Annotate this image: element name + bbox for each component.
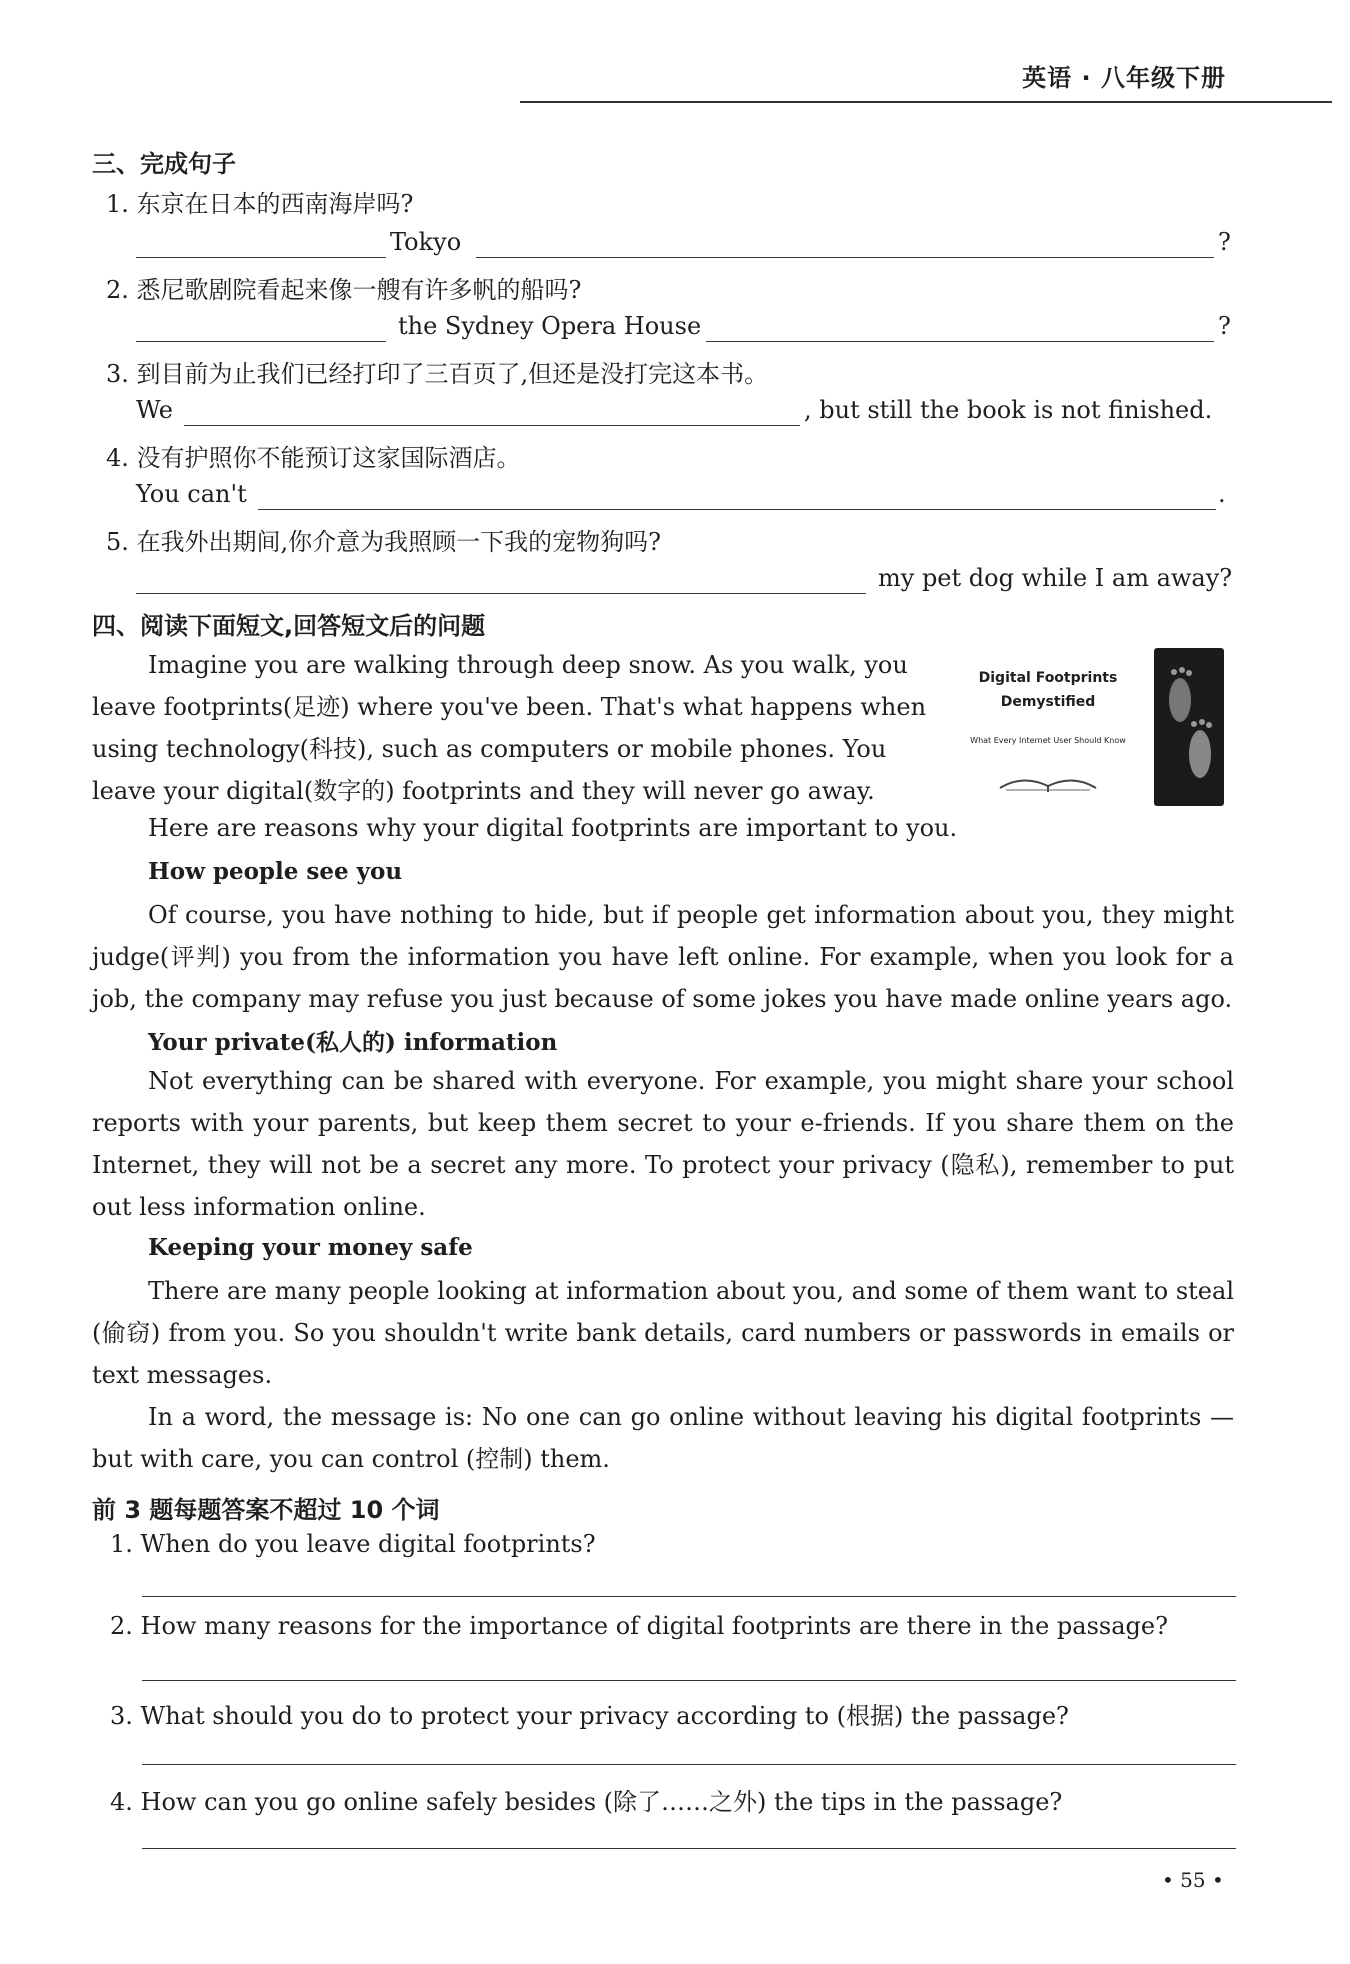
heading-how-people-see-you: How people see you: [148, 858, 403, 885]
answer-line-1[interactable]: [142, 1596, 1236, 1597]
s3-item-2-prompt: 2. 悉尼歌剧院看起来像一艘有许多帆的船吗?: [106, 276, 582, 304]
s3-item-2-blank-a[interactable]: [136, 341, 386, 342]
s3-item-3-blank[interactable]: [184, 425, 800, 426]
question-4: 4. How can you go online safely besides (除了……之外) the tips in the passage?: [110, 1788, 1063, 1816]
s3-item-4-start: You can't: [136, 480, 247, 508]
paragraph-3: [92, 1270, 1234, 1396]
question-3: 3. What should you do to protect your privacy according to (根据) the passage?: [110, 1702, 1069, 1730]
paragraph-4-text: In a word, the message is: No one can go online without leaving his digital footprints — but with care, you can control (控制) them.: [92, 1403, 1234, 1473]
s3-item-5-prompt: 5. 在我外出期间,你介意为我照顾一下我的宠物狗吗?: [106, 528, 662, 556]
answer-line-2[interactable]: [142, 1680, 1236, 1681]
question-1: 1. When do you leave digital footprints?: [110, 1530, 596, 1558]
s3-item-3-end: , but still the book is not finished.: [804, 396, 1213, 424]
s3-item-5-end: my pet dog while I am away?: [878, 564, 1233, 592]
s3-item-1-end: ?: [1218, 228, 1231, 256]
intro-line-4: leave your digital(数字的) footprints and they will never go away.: [92, 777, 875, 805]
answer-line-3[interactable]: [142, 1764, 1236, 1765]
paragraph-1: [92, 894, 1234, 1020]
s3-item-2-mid: the Sydney Opera House: [398, 312, 702, 340]
answer-line-4[interactable]: [142, 1848, 1236, 1849]
paragraph-1-text: Of course, you have nothing to hide, but if people get information about you, they might judge(评判) you from the information you have left online. For example, when you look for a job, the company may refuse you just because of some jokes you have made online years ago.: [92, 901, 1234, 1013]
book-cover-dark: [1154, 648, 1224, 806]
book-cover-image: [966, 648, 1230, 806]
s3-item-4-blank[interactable]: [258, 509, 1216, 510]
intro-line-2: leave footprints(足迹) where you've been. That's what happens when: [92, 693, 927, 721]
heading-private-information: Your private(私人的) information: [148, 1029, 558, 1056]
paragraph-2: [92, 1060, 1234, 1228]
intro-paragraph: [92, 644, 958, 812]
paragraph-2-text: Not everything can be shared with everyone. For example, you might share your school reports with your parents, but keep them secret to your e-friends. If you share them on the Internet, they will not be a secret any more. To protect your privacy (隐私), remember to put out less information online.: [92, 1067, 1234, 1221]
section-3-title: 三、完成句子: [92, 150, 236, 178]
section-4-title: 四、阅读下面短文,回答短文后的问题: [92, 612, 486, 640]
s3-item-1-blank-b[interactable]: [476, 257, 1214, 258]
s3-item-1-mid: Tokyo: [390, 228, 462, 256]
heading-money-safe: Keeping your money safe: [148, 1234, 473, 1261]
s3-item-3-start: We: [136, 396, 173, 424]
open-book-icon: [998, 766, 1098, 794]
book-subtitle: What Every Internet User Should Know: [970, 736, 1126, 745]
footprint-icon: [1154, 648, 1224, 806]
header-rule: [520, 101, 1332, 103]
s3-item-4-end: .: [1218, 480, 1226, 508]
s3-item-2-end: ?: [1218, 312, 1231, 340]
s3-item-5-blank[interactable]: [136, 593, 866, 594]
page-number: • 55 •: [1162, 1868, 1224, 1892]
question-instructions: 前 3 题每题答案不超过 10 个词: [92, 1496, 440, 1524]
paragraph-4: [92, 1396, 1234, 1480]
s3-item-3-prompt: 3. 到目前为止我们已经打印了三百页了,但还是没打完这本书。: [106, 360, 769, 388]
paragraph-3-text: There are many people looking at information about you, and some of them want to steal (偷窃) from you. So you shouldn't write bank details, card numbers or passwords in emails or text messages.: [92, 1277, 1234, 1389]
intro-line-1: Imagine you are walking through deep snow. As you walk, you: [148, 651, 908, 679]
question-2: 2. How many reasons for the importance of digital footprints are there in the passage?: [110, 1612, 1168, 1640]
intro-line-3: using technology(科技), such as computers or mobile phones. You: [92, 735, 887, 763]
s3-item-2-blank-b[interactable]: [706, 341, 1214, 342]
s3-item-4-prompt: 4. 没有护照你不能预订这家国际酒店。: [106, 444, 521, 472]
s3-item-1-prompt: 1. 东京在日本的西南海岸吗?: [106, 190, 414, 218]
book-title-line-2: Demystified: [1000, 694, 1096, 710]
book-title: 英语 · 八年级下册: [1022, 64, 1226, 92]
reasons-line: Here are reasons why your digital footprints are important to you.: [148, 814, 958, 842]
s3-item-1-blank-a[interactable]: [136, 257, 386, 258]
book-title-line-1: Digital Footprints: [978, 670, 1118, 686]
